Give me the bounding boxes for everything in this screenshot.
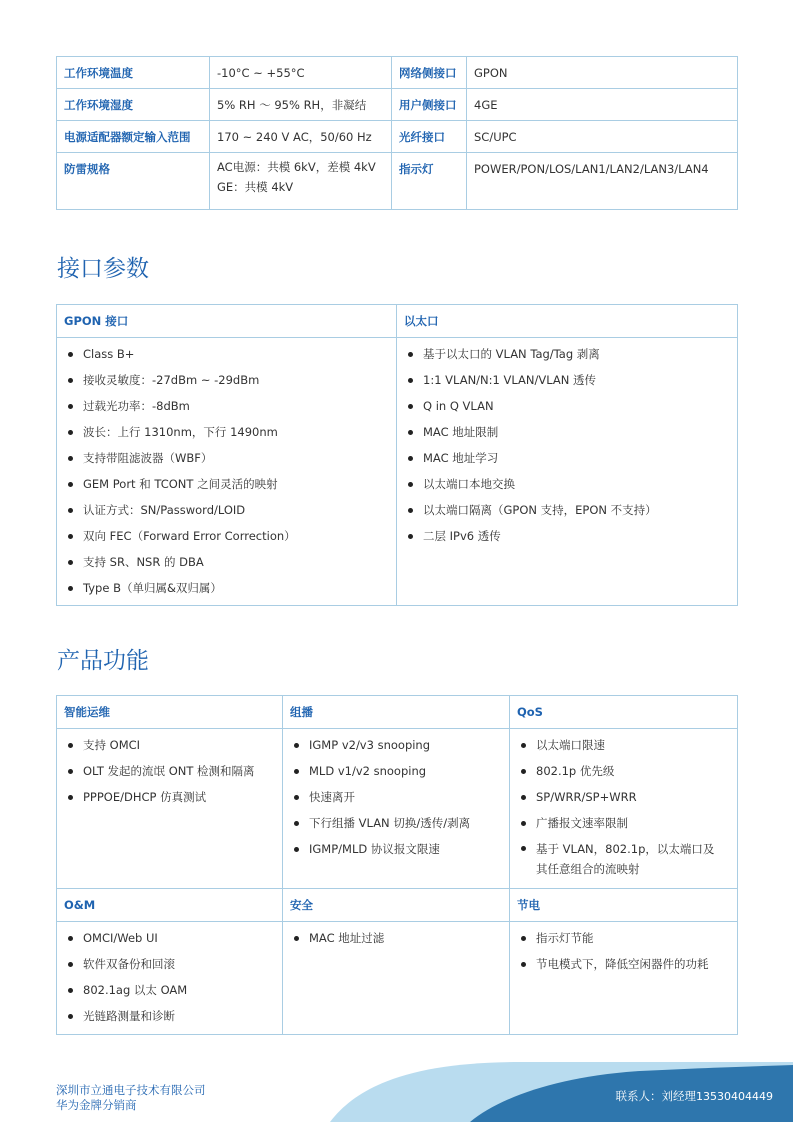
spec-value: SC/UPC <box>467 121 738 153</box>
column-header: 组播 <box>283 696 510 729</box>
feature-cell <box>510 729 738 889</box>
spec-table <box>56 56 738 210</box>
list-item: MAC 地址限制 <box>405 419 730 445</box>
list-item: 以太端口本地交换 <box>405 471 730 497</box>
company-name: 深圳市立通电子技术有限公司 <box>56 1083 206 1097</box>
spec-value: 4GE <box>467 89 738 121</box>
list-item: 过载光功率：-8dBm <box>65 393 389 419</box>
list-item: SP/WRR/SP+WRR <box>518 784 730 810</box>
list-item: Type B（单归属&双归属） <box>65 575 389 601</box>
spec-label: 网络侧接口 <box>392 57 467 89</box>
spec-value: GPON <box>467 57 738 89</box>
column-header: 安全 <box>283 889 510 922</box>
list-item: 认证方式：SN/Password/LOID <box>65 497 389 523</box>
spec-label: 光纤接口 <box>392 121 467 153</box>
table-row <box>57 121 738 153</box>
spec-value <box>210 153 392 210</box>
contact-info <box>616 1088 773 1104</box>
list-item: PPPOE/DHCP 仿真测试 <box>65 784 275 810</box>
gpon-feature-list <box>65 341 389 601</box>
list-item: Q in Q VLAN <box>405 393 730 419</box>
column-header: O&M <box>57 889 283 922</box>
spec-value: 170 ~ 240 V AC，50/60 Hz <box>210 121 392 153</box>
list-item: 支持 SR、NSR 的 DBA <box>65 549 389 575</box>
spec-value-line: GE：共模 4kV <box>217 180 294 194</box>
interface-table <box>56 304 738 606</box>
list-item <box>518 836 730 882</box>
list-item: 接收灵敏度：-27dBm ~ -29dBm <box>65 367 389 393</box>
table-row <box>57 338 738 606</box>
qos-list <box>518 732 730 836</box>
list-item: MLD v1/v2 snooping <box>291 758 502 784</box>
list-item: 支持带阻滤波器（WBF） <box>65 445 389 471</box>
column-header: QoS <box>510 696 738 729</box>
spec-label: 用户侧接口 <box>392 89 467 121</box>
table-row <box>57 57 738 89</box>
ethernet-list-cell <box>397 338 738 606</box>
security-list <box>291 925 502 951</box>
column-header: 智能运维 <box>57 696 283 729</box>
contact-phone: 13530404449 <box>696 1090 773 1103</box>
list-item: 光链路测量和诊断 <box>65 1003 275 1029</box>
list-item: 广播报文速率限制 <box>518 810 730 836</box>
list-item: 波长：上行 1310nm，下行 1490nm <box>65 419 389 445</box>
spec-value: POWER/PON/LOS/LAN1/LAN2/LAN3/LAN4 <box>467 153 738 210</box>
list-item: 双向 FEC（Forward Error Correction） <box>65 523 389 549</box>
column-header: 节电 <box>510 889 738 922</box>
qos-list-extra <box>518 836 730 882</box>
list-item: 802.1p 优先级 <box>518 758 730 784</box>
om-list <box>65 925 275 1029</box>
table-header-row <box>57 305 738 338</box>
table-header-row <box>57 696 738 729</box>
table-header-row <box>57 889 738 922</box>
table-row <box>57 922 738 1035</box>
list-item: GEM Port 和 TCONT 之间灵活的映射 <box>65 471 389 497</box>
spec-value: 5% RH ～ 95% RH，非凝结 <box>210 89 392 121</box>
list-item: MAC 地址过滤 <box>291 925 502 951</box>
ethernet-feature-list <box>405 341 730 549</box>
list-item: 快速离开 <box>291 784 502 810</box>
spec-label: 工作环境温度 <box>57 57 210 89</box>
spec-label: 电源适配器额定输入范围 <box>57 121 210 153</box>
spec-value-line: AC电源：共模 6kV，差模 4kV <box>217 160 376 174</box>
section-title-features: 产品功能 <box>57 648 149 674</box>
features-table <box>56 695 738 1035</box>
list-item: 软件双备份和回滚 <box>65 951 275 977</box>
list-item: 支持 OMCI <box>65 732 275 758</box>
contact-name: 刘经理 <box>661 1089 697 1103</box>
multicast-list <box>291 732 502 862</box>
spec-value: -10°C ~ +55°C <box>210 57 392 89</box>
feature-cell <box>510 922 738 1035</box>
gpon-list-cell <box>57 338 397 606</box>
contact-label: 联系人： <box>615 1089 662 1103</box>
list-item: OMCI/Web UI <box>65 925 275 951</box>
power-saving-list <box>518 925 730 977</box>
list-item-line: 其任意组合的流映射 <box>536 862 640 876</box>
feature-cell <box>283 729 510 889</box>
tagline: 华为金牌分销商 <box>56 1098 137 1112</box>
list-item: 1:1 VLAN/N:1 VLAN/VLAN 透传 <box>405 367 730 393</box>
list-item: MAC 地址学习 <box>405 445 730 471</box>
table-row <box>57 153 738 210</box>
list-item: IGMP/MLD 协议报文限速 <box>291 836 502 862</box>
list-item: 下行组播 VLAN 切换/透传/剥离 <box>291 810 502 836</box>
list-item: 指示灯节能 <box>518 925 730 951</box>
list-item: 节电模式下，降低空闲器件的功耗 <box>518 951 730 977</box>
feature-cell <box>57 922 283 1035</box>
feature-cell <box>283 922 510 1035</box>
column-header: 以太口 <box>397 305 738 338</box>
table-row <box>57 89 738 121</box>
list-item: 802.1ag 以太 OAM <box>65 977 275 1003</box>
list-item: 以太端口限速 <box>518 732 730 758</box>
column-header: GPON 接口 <box>57 305 397 338</box>
list-item: Class B+ <box>65 341 389 367</box>
table-row <box>57 729 738 889</box>
list-item-line: 基于 VLAN，802.1p，以太端口及 <box>536 842 715 856</box>
spec-label: 工作环境湿度 <box>57 89 210 121</box>
list-item: IGMP v2/v3 snooping <box>291 732 502 758</box>
spec-label: 防雷规格 <box>57 153 210 210</box>
list-item: 基于以太口的 VLAN Tag/Tag 剥离 <box>405 341 730 367</box>
smart-ops-list <box>65 732 275 810</box>
feature-cell <box>57 729 283 889</box>
list-item: 以太端口隔离（GPON 支持，EPON 不支持） <box>405 497 730 523</box>
list-item: 二层 IPv6 透传 <box>405 523 730 549</box>
spec-label: 指示灯 <box>392 153 467 210</box>
section-title-interface: 接口参数 <box>57 256 149 282</box>
list-item: OLT 发起的流氓 ONT 检测和隔离 <box>65 758 275 784</box>
